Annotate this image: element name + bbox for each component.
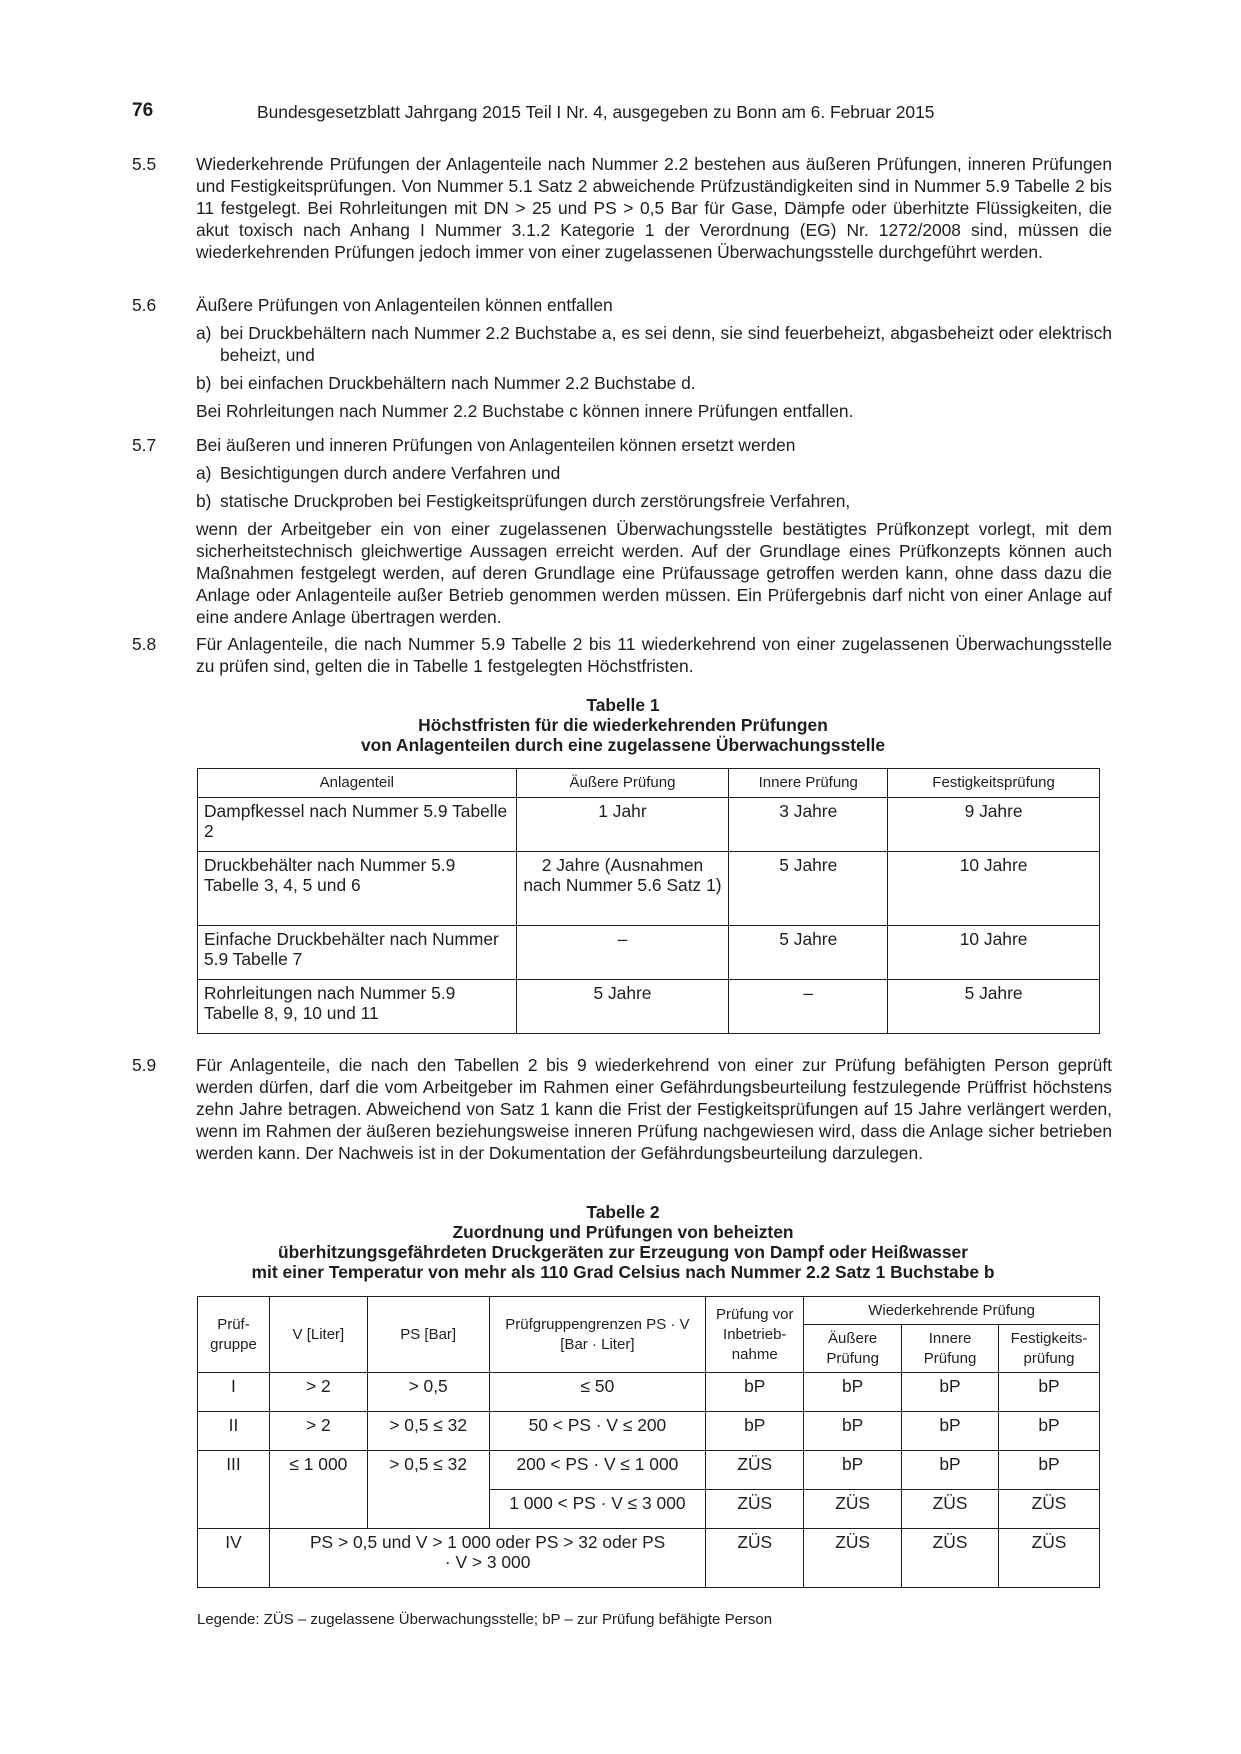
page-number: 76 xyxy=(132,100,154,121)
table-row: Einfache Druckbehälter nach Nummer 5.9 Tabelle 7 – 5 Jahre 10 Jahre xyxy=(198,926,1100,980)
list-item: b) bei einfachen Druckbehältern nach Nummer 2.2 Buchstabe d. xyxy=(196,373,696,393)
table-row: Rohrleitungen nach Nummer 5.9 Tabelle 8, 9, 10 und 11 5 Jahre – 5 Jahre xyxy=(198,980,1100,1034)
column-header: PS [Bar] xyxy=(367,1297,489,1373)
running-title: Bundesgesetzblatt Jahrgang 2015 Teil I Nr. 4, ausgegeben zu Bonn am 6. Februar 2015 xyxy=(257,102,935,122)
table-row: Druckbehälter nach Nummer 5.9 Tabelle 3, 4, 5 und 6 2 Jahre (Ausnahmen nach Nummer 5.6 Satz 1) 5 Jahre 10 Jahre xyxy=(198,852,1100,926)
section-text: Für Anlagenteile, die nach Nummer 5.9 Tabelle 2 bis 11 wiederkehrend von einer zugelassenen Überwachungsstelle zu prüfen sind, gelten die in Tabelle 1 festgelegten Höchstfristen. xyxy=(196,634,1112,676)
column-header: V [Liter] xyxy=(269,1297,367,1373)
table-row: II > 2 > 0,5 ≤ 32 50 < PS · V ≤ 200 bP bP bP bP xyxy=(198,1412,1100,1451)
list-item: a) Besichtigungen durch andere Verfahren und xyxy=(196,463,561,483)
column-header: Prüfung vor Inbetriebnahme xyxy=(706,1297,804,1373)
section-intro: Bei äußeren und inneren Prüfungen von Anlagenteilen können ersetzt werden xyxy=(196,435,796,455)
section-number: 5.9 xyxy=(132,1055,157,1075)
list-item: a) bei Druckbehältern nach Nummer 2.2 Buchstabe a, es sei denn, sie sind feuerbeheizt, abgasbeheizt oder elektrisch beheizt, und xyxy=(196,323,1112,365)
column-header: Innere Prüfung xyxy=(729,769,888,798)
column-header: Innere Prüfung xyxy=(902,1325,999,1373)
column-header: Äußere Prüfung xyxy=(804,1325,902,1373)
section-number: 5.6 xyxy=(132,295,157,315)
section-number: 5.8 xyxy=(132,634,157,654)
table-row: Dampfkessel nach Nummer 5.9 Tabelle 2 1 Jahr 3 Jahre 9 Jahre xyxy=(198,798,1100,852)
table-1-caption: Tabelle 1 Höchstfristen für die wiederkehrenden Prüfungen von Anlagenteilen durch eine zugelassene Überwachungsstelle xyxy=(360,695,886,755)
column-header: Anlagenteil xyxy=(198,769,517,798)
section-outro: Bei Rohrleitungen nach Nummer 2.2 Buchstabe c können innere Prüfungen entfallen. xyxy=(196,401,854,421)
section-intro: Äußere Prüfungen von Anlagenteilen können entfallen xyxy=(196,295,613,315)
list-item: b) statische Druckproben bei Festigkeitsprüfungen durch zerstörungsfreie Verfahren, xyxy=(196,491,851,511)
section-number: 5.7 xyxy=(132,435,157,455)
table-row: 1 000 < PS · V ≤ 3 000 ZÜS ZÜS ZÜS ZÜS xyxy=(198,1490,1100,1529)
section-text: Wiederkehrende Prüfungen der Anlagenteile nach Nummer 2.2 bestehen aus äußeren Prüfungen, inneren Prüfungen und Festigkeitsprüfungen. Von Nummer 5.1 Satz 2 abweichende Prüfzuständigkeiten sind in Nummer 5.9 Tabelle 2 bis 11 festgelegt. Bei Rohrleitungen mit DN > 25 und PS > 0,5 Bar für Gase, Dämpfe oder überhitzte Flüssigkeiten, die akut toxisch nach Anhang I Nummer 3.1.2 Kategorie 1 der Verordnung (EG) Nr. 1272/2008 sind, müssen die wiederkehrenden Prüfungen jedoch immer von einer zugelassenen Überwachungsstelle durchgeführt werden. xyxy=(196,154,1112,262)
column-header: Prüfgruppengrenzen PS · V [Bar · Liter] xyxy=(489,1297,706,1373)
table-2-caption: Tabelle 2 Zuordnung und Prüfungen von beheizten überhitzungsgefährdeten Druckgeräten zur Erzeugung von Dampf oder Heißwasser mit einer Temperatur von mehr als 110 Grad Celsius nach Nummer 2.2 Satz 1 Buchstabe b xyxy=(251,1202,995,1282)
table-row: IV PS > 0,5 und V > 1 000 oder PS > 32 oder PS · V > 3 000 ZÜS ZÜS ZÜS ZÜS xyxy=(198,1529,1100,1588)
column-header: Wiederkehrende Prüfung xyxy=(804,1297,1100,1325)
column-header: Prüfgruppe xyxy=(198,1297,270,1373)
column-header: Äußere Prüfung xyxy=(516,769,729,798)
table-row: III ≤ 1 000 > 0,5 ≤ 32 200 < PS · V ≤ 1 000 ZÜS bP bP bP xyxy=(198,1451,1100,1490)
table-1 xyxy=(197,768,1100,1034)
section-number: 5.5 xyxy=(132,154,157,174)
table-2-legend: Legende: ZÜS – zugelassene Überwachungsstelle; bP – zur Prüfung befähigte Person xyxy=(197,1611,773,1628)
table-2 xyxy=(197,1296,1100,1588)
column-header: Festigkeitsprüfung xyxy=(888,769,1100,798)
table-row: I > 2 > 0,5 ≤ 50 bP bP bP bP xyxy=(198,1373,1100,1412)
column-header: Festigkeitsprüfung xyxy=(998,1325,1099,1373)
section-text: Für Anlagenteile, die nach den Tabellen 2 bis 9 wiederkehrend von einer zur Prüfung befähigten Person geprüft werden dürfen, darf die vom Arbeitgeber im Rahmen einer Gefährdungsbeurteilung festzulegende Prüffrist höchstens zehn Jahre betragen. Abweichend von Satz 1 kann die Frist der Festigkeitsprüfungen auf 15 Jahre verlängert werden, wenn im Rahmen der äußeren beziehungsweise inneren Prüfung nachgewiesen wird, dass die Anlage sicher betrieben werden kann. Der Nachweis ist in der Dokumentation der Gefährdungsbeurteilung darzulegen. xyxy=(196,1055,1112,1163)
section-outro: wenn der Arbeitgeber ein von einer zugelassenen Überwachungsstelle bestätigtes Prüfkonzept vorlegt, mit dem sicherheitstechnisch gleichwertige Aussagen erreicht werden. Auf der Grundlage eines Prüfkonzepts können auch Maßnahmen festgelegt werden, auf deren Grundlage eine Prüfaussage getroffen werden kann, ohne dass dazu die Anlage oder Anlagenteile außer Betrieb genommen werden müssen. Ein Prüfergebnis darf nicht von einer Anlage auf eine andere Anlage übertragen werden. xyxy=(196,519,1112,627)
